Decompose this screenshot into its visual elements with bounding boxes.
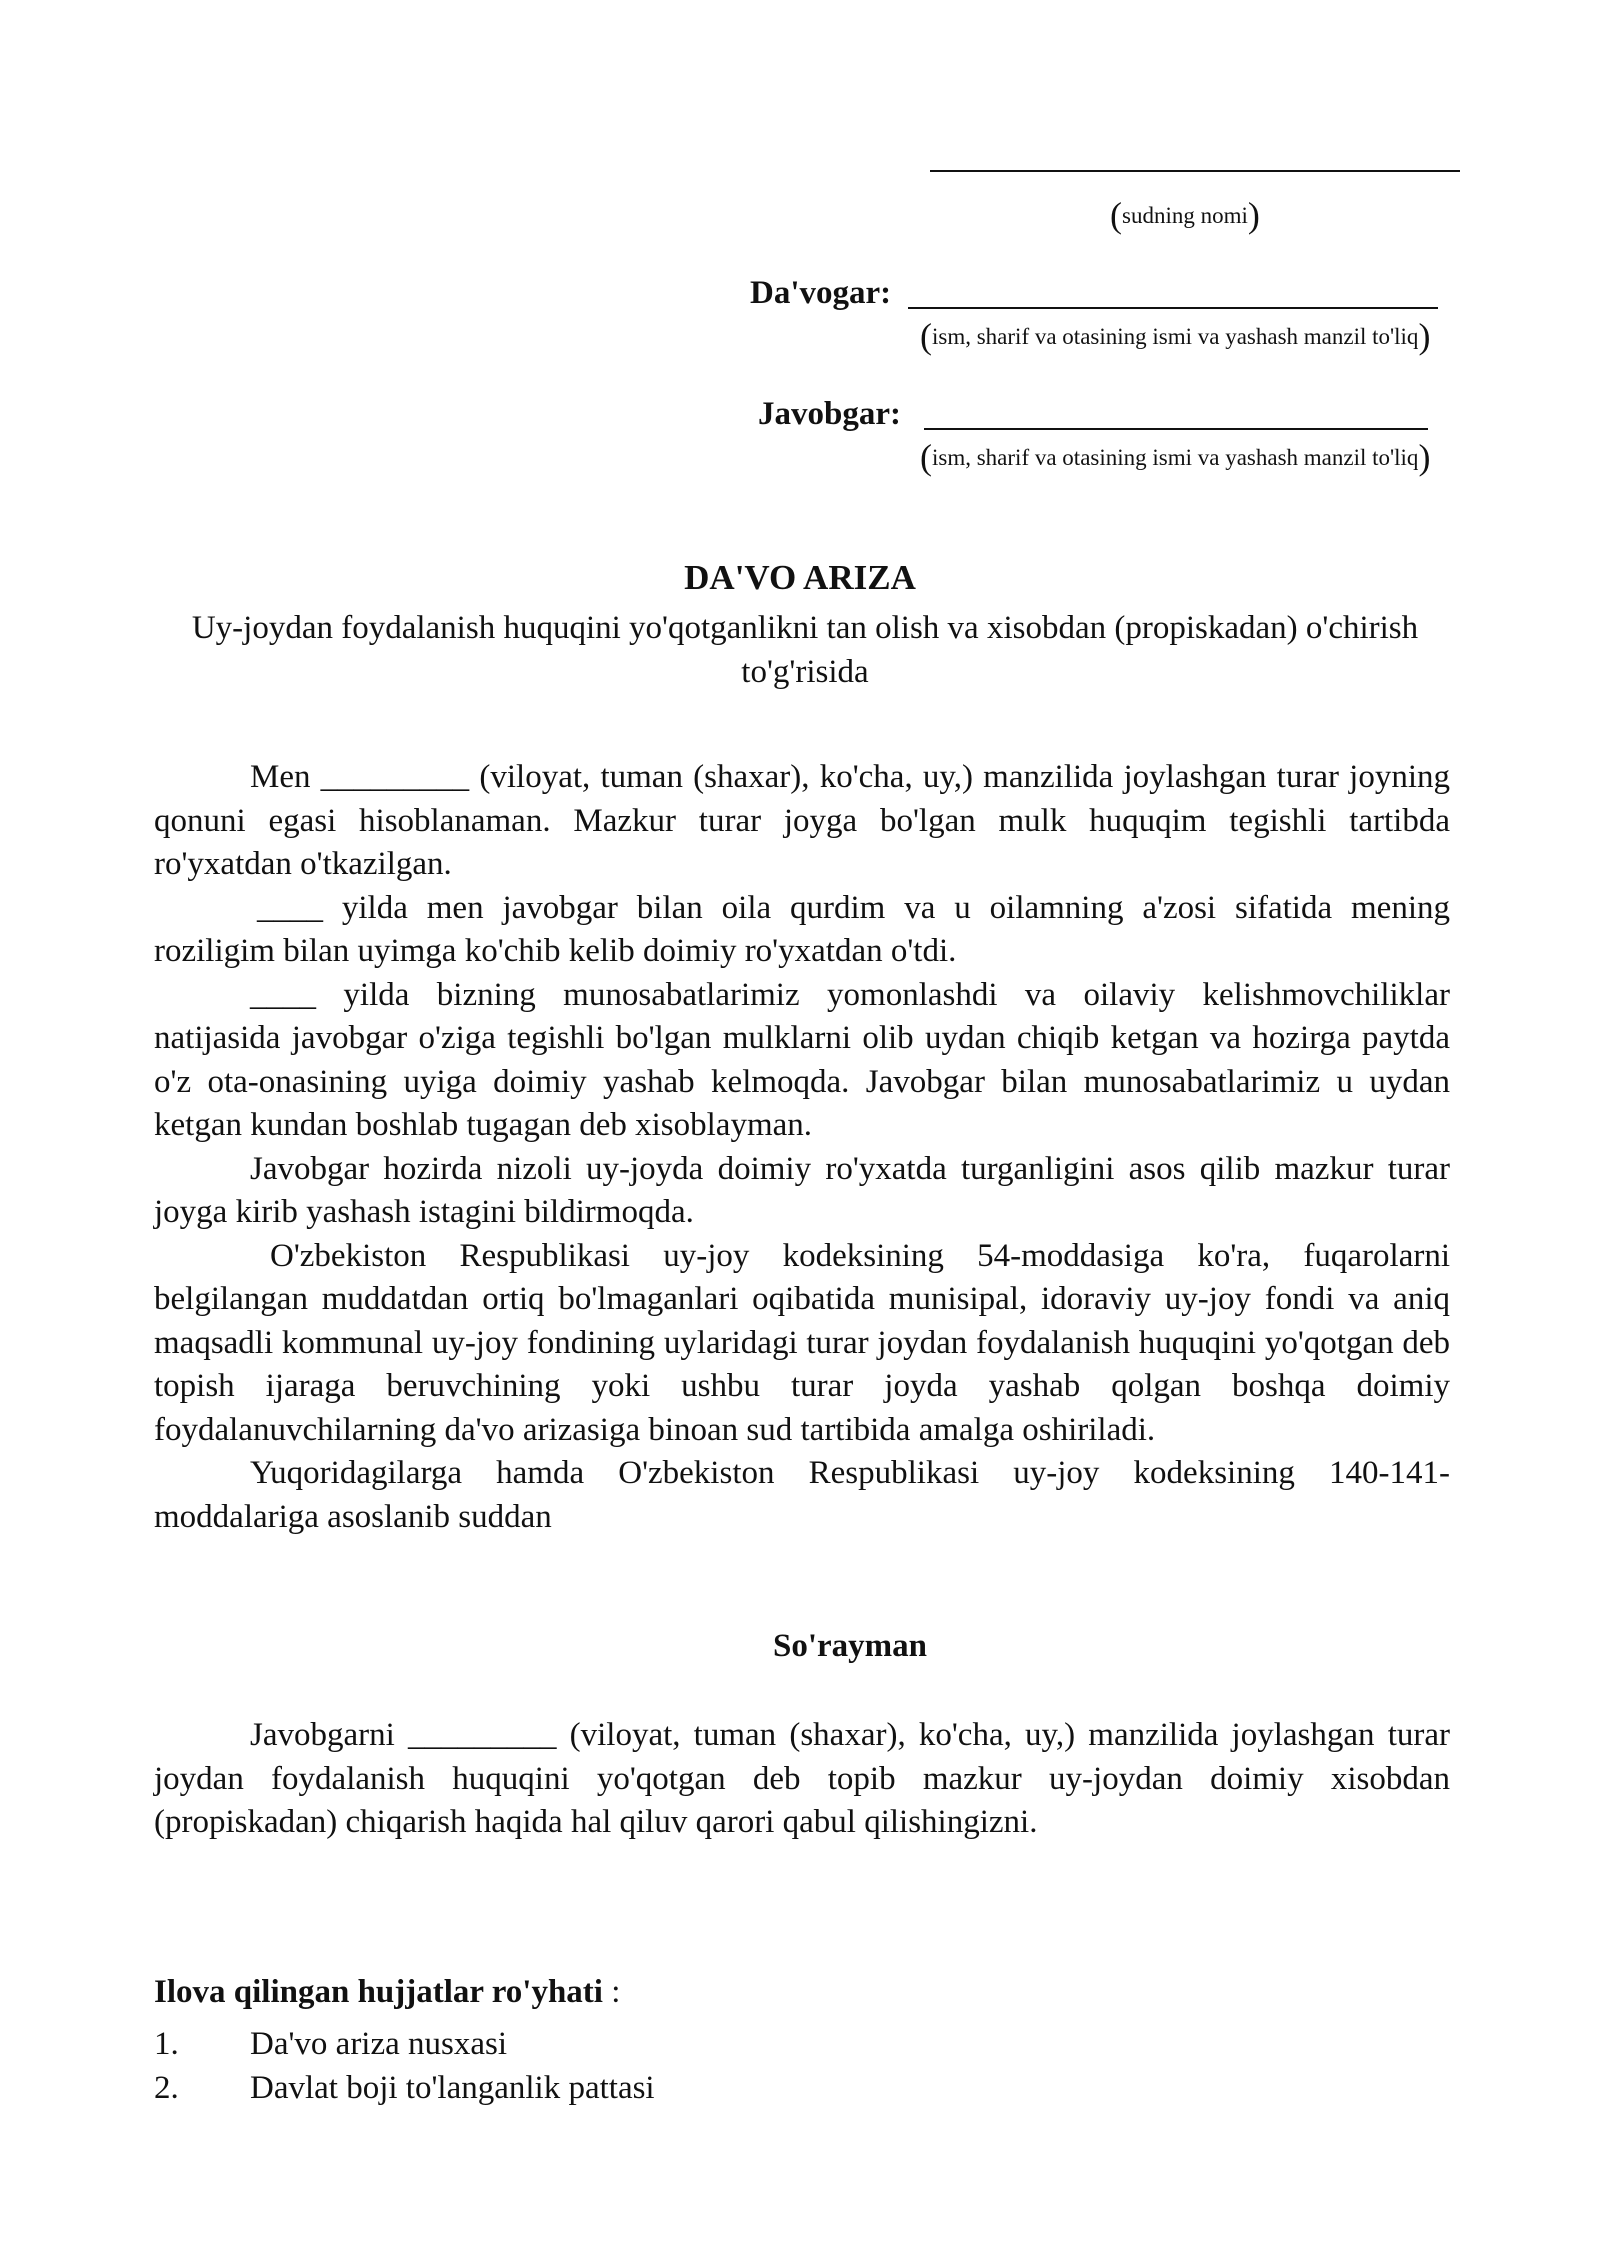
paragraph-4: Javobgar hozirda nizoli uy-joyda doimiy ro'yxatda turganligini asos qilib mazkur turar joyga kirib yashash istagini bildirmoqda. [154,1150,1450,1230]
claim-body [154,756,1450,1539]
list-item-number: 1. [154,2026,179,2062]
paragraph-6: Yuqoridagilarga hamda O'zbekiston Respublikasi uy-joy kodeksining 140-141-moddalariga asoslanib suddan [154,1455,1450,1535]
document-subtitle: Uy-joydan foydalanish huquqini yo'qotganlikni tan olish va xisobdan (propiskadan) o'chirish to'g'risida [191,610,1419,690]
court-name-line [930,170,1460,172]
plaintiff-label: Da'vogar: [750,275,892,311]
defendant-line [924,428,1428,430]
list-item [154,2066,655,2110]
request-text: Javobgarni _________ (viloyat, tuman (shaxar), ko'cha, uy,) manzilida joylashgan turar joydan foydalanish huquqini yo'qotgan deb topib mazkur uy-joydan doimiy xisobdan (propiskadan) chiqarish haqida hal qiluv qarori qabul qilishingizni. [154,1717,1450,1840]
paragraph-3: ____ yilda bizning munosabatlarimiz yomonlashdi va oilaviy kelishmovchiliklar natijasida javobgar o'ziga tegishli bo'lgan mulklarni olib uydan chiqib ketgan va hozirga paytda o'z ota-onasining uyiga doimiy yashab kelmoqda. Javobgar bilan munosabatlarimiz u uydan ketgan kundan boshlab tugagan deb xisoblayman. [154,976,1450,1143]
document-title: DA'VO ARIZA [684,558,916,597]
defendant-note: (ism, sharif va otasining ismi va yashash manzil to'liq) [920,437,1431,477]
paragraph-1: Men _________ (viloyat, tuman (shaxar), ko'cha, uy,) manzilida joylashgan turar joyning qonuni egasi hisoblanaman. Mazkur turar joyga bo'lgan mulk huquqim tegishli tartibda ro'yxatdan o'tkazilgan. [154,759,1450,882]
plaintiff-line [908,307,1438,309]
plaintiff-note: (ism, sharif va otasining ismi va yashash manzil to'liq) [920,316,1431,356]
defendant-label: Javobgar: [758,396,901,432]
list-item [154,2022,655,2066]
court-name-note: (sudning nomi) [1110,195,1260,235]
attachments-list [154,2022,655,2110]
list-item-text: Da'vo ariza nusxasi [250,2026,508,2062]
attachments-title: Ilova qilingan hujjatlar ro'yhati : [154,1974,621,2010]
paragraph-5: O'zbekiston Respublikasi uy-joy kodeksining 54-moddasiga ko'ra, fuqarolarni belgilangan muddatdan ortiq bo'lmaganlari oqibatida munisipal, idoraviy uy-joy fondi va aniq maqsadli kommunal uy-joy fondining uylaridagi turar joydan foydalanish huquqini yo'qotgan deb topish ijaraga beruvchining yoki ushbu turar joyda yashab qolgan boshqa doimiy foydalanuvchilarning da'vo arizasiga binoan sud tartibida amalga oshiriladi. [154,1237,1450,1448]
request-title: So'rayman [772,1628,927,1664]
list-item-text: Davlat boji to'langanlik pattasi [250,2070,655,2106]
list-item-number: 2. [154,2070,179,2106]
paragraph-2: ____ yilda men javobgar bilan oila qurdim va u oilamning a'zosi sifatida mening roziligim bilan uyimga ko'chib kelib doimiy ro'yxatdan o'tdi. [154,889,1450,969]
